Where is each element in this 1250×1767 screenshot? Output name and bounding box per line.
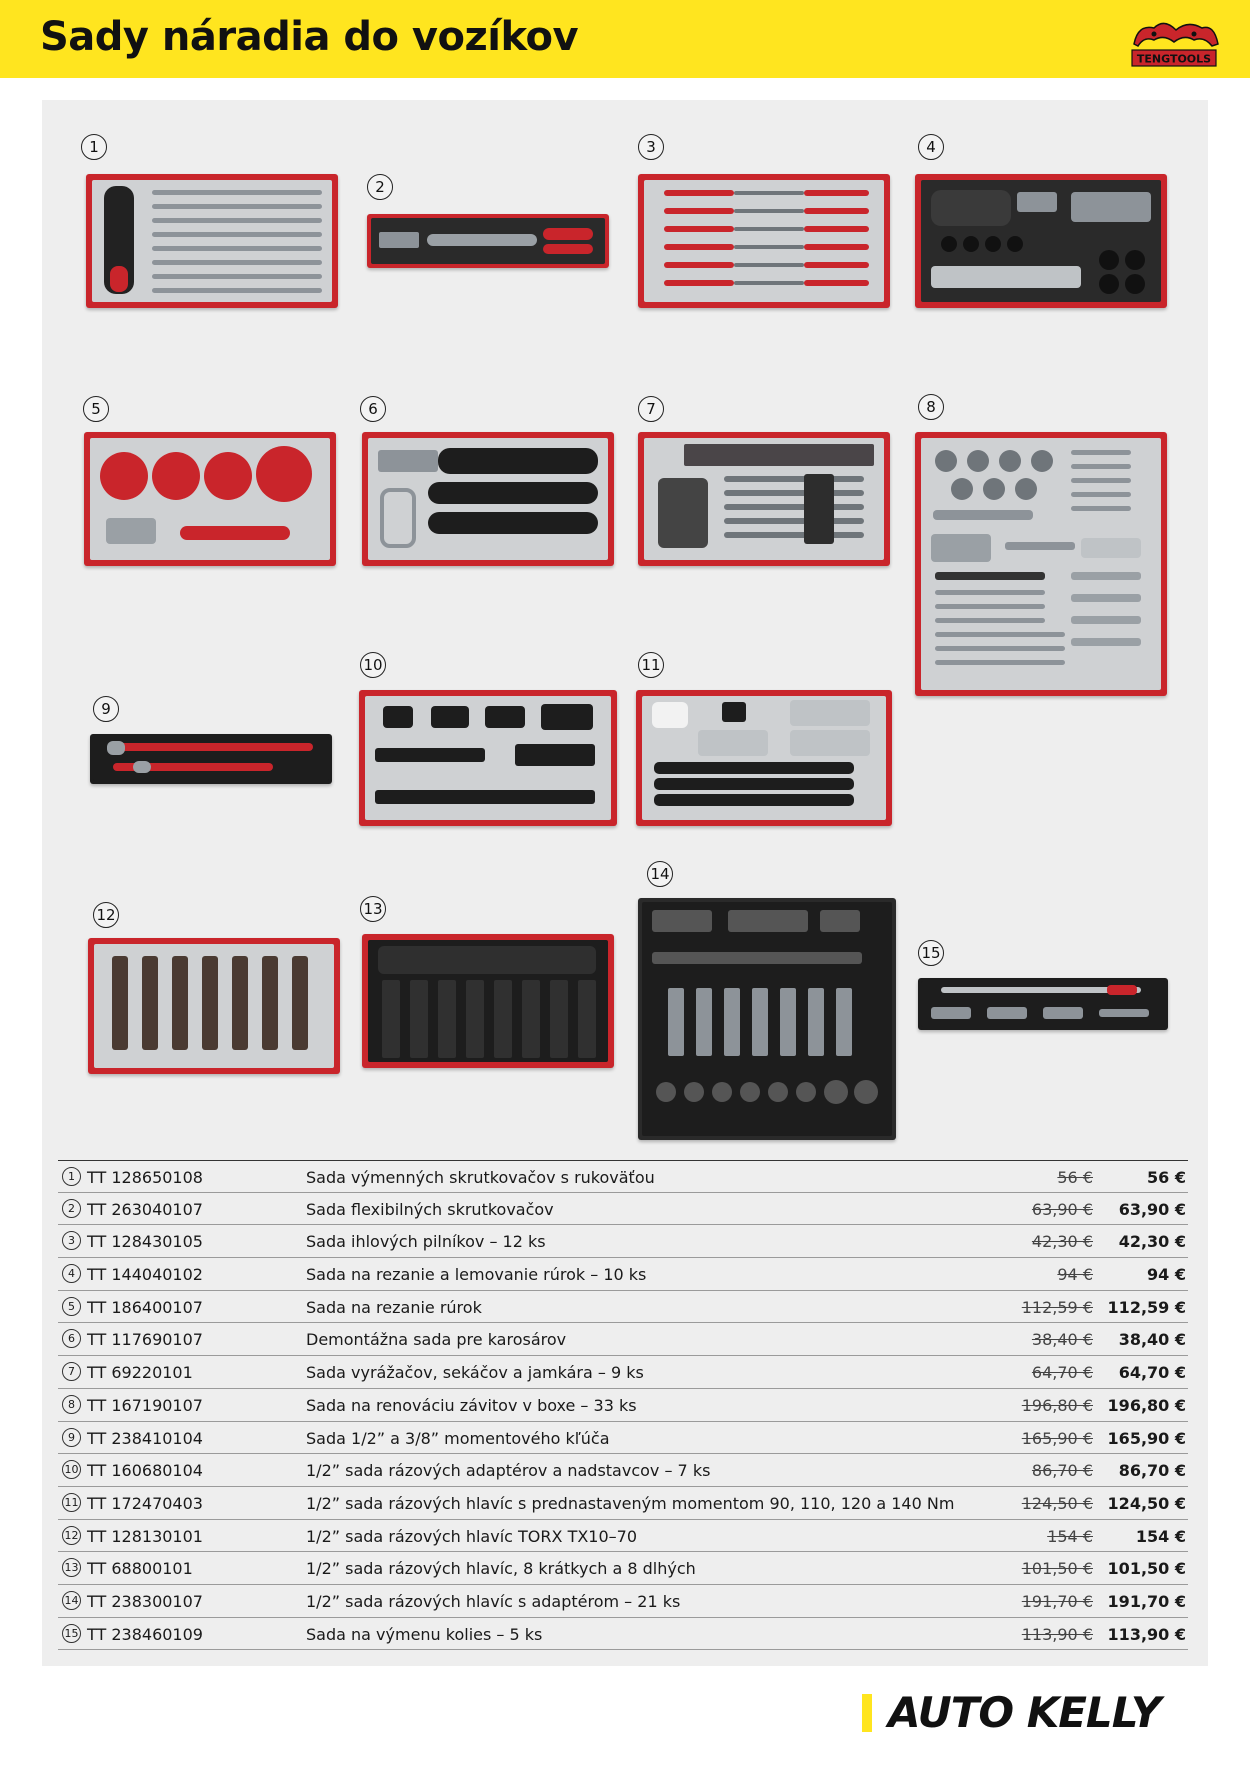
price: 112,59 €	[1107, 1297, 1186, 1317]
product-code: TT 117690107	[87, 1330, 203, 1350]
item-number-badge: 9	[93, 696, 119, 722]
item-number-badge: 14	[647, 861, 673, 887]
table-row	[58, 1520, 1188, 1553]
old-price: 94 €	[1057, 1265, 1093, 1285]
row-number: 1	[62, 1167, 81, 1186]
old-price: 112,59 €	[1021, 1297, 1093, 1317]
row-number: 5	[62, 1297, 81, 1316]
price: 94 €	[1147, 1265, 1186, 1285]
product-description: Sada výmenných skrutkovačov s rukoväťou	[306, 1168, 655, 1187]
price-table	[58, 1160, 1188, 1650]
table-row	[58, 1618, 1188, 1651]
old-price: 124,50 €	[1021, 1493, 1093, 1513]
product-description: Sada flexibilných skrutkovačov	[306, 1199, 554, 1219]
item-number-badge: 6	[360, 396, 386, 422]
product-description: Sada ihlových pilníkov – 12 ks	[306, 1232, 546, 1252]
old-price: 63,90 €	[1031, 1199, 1093, 1219]
price: 38,40 €	[1118, 1330, 1186, 1350]
old-price: 113,90 €	[1021, 1624, 1093, 1644]
page-header	[0, 0, 1250, 78]
product-code: TT 238460109	[87, 1624, 203, 1644]
product-description: Sada vyrážačov, sekáčov a jamkára – 9 ks	[306, 1363, 644, 1383]
row-number: 6	[62, 1329, 81, 1348]
table-row	[58, 1258, 1188, 1291]
product-image-11	[636, 690, 892, 826]
old-price: 86,70 €	[1031, 1461, 1093, 1481]
item-number-badge: 4	[918, 134, 944, 160]
product-code: TT 167190107	[87, 1395, 203, 1415]
product-code: TT 238410104	[87, 1428, 203, 1448]
product-image-10	[359, 690, 617, 826]
price: 86,70 €	[1118, 1461, 1186, 1481]
product-image-4	[915, 174, 1167, 308]
price: 42,30 €	[1118, 1232, 1186, 1252]
logo-text: AUTO KELLY	[888, 1688, 1161, 1737]
row-number: 10	[62, 1460, 81, 1479]
row-number: 3	[62, 1231, 81, 1250]
table-row	[58, 1552, 1188, 1585]
row-number: 12	[62, 1526, 81, 1545]
product-image-9	[90, 734, 332, 784]
product-image-14	[638, 898, 896, 1140]
old-price: 38,40 €	[1031, 1330, 1093, 1350]
old-price: 196,80 €	[1021, 1395, 1093, 1415]
price: 196,80 €	[1107, 1395, 1186, 1415]
table-row	[58, 1225, 1188, 1258]
table-row	[58, 1389, 1188, 1422]
item-number-badge: 13	[360, 896, 386, 922]
logo-stripe	[862, 1694, 872, 1732]
product-code: TT 263040107	[87, 1199, 203, 1219]
product-code: TT 128130101	[87, 1526, 203, 1546]
row-number: 13	[62, 1558, 81, 1577]
svg-text:TENGTOOLS: TENGTOOLS	[1136, 52, 1212, 66]
page-title: Sady náradia do vozíkov	[40, 14, 579, 60]
row-number: 9	[62, 1428, 81, 1447]
row-number: 8	[62, 1395, 81, 1414]
product-image-3	[638, 174, 890, 308]
table-row	[58, 1356, 1188, 1389]
price: 191,70 €	[1107, 1591, 1186, 1611]
product-description: Demontážna sada pre karosárov	[306, 1330, 567, 1350]
row-number: 2	[62, 1199, 81, 1218]
price: 56 €	[1147, 1168, 1186, 1187]
product-description: 1/2” sada rázových hlavíc s prednastaveným momentom 90, 110, 120 a 140 Nm	[306, 1493, 955, 1513]
table-row	[58, 1291, 1188, 1324]
price: 124,50 €	[1107, 1493, 1186, 1513]
row-number: 15	[62, 1624, 81, 1643]
item-number-badge: 7	[638, 396, 664, 422]
product-image-1	[86, 174, 338, 308]
old-price: 56 €	[1057, 1168, 1093, 1187]
product-description: Sada na renováciu závitov v boxe – 33 ks	[306, 1395, 637, 1415]
row-number: 14	[62, 1591, 81, 1610]
old-price: 165,90 €	[1021, 1428, 1093, 1448]
product-description: Sada 1/2” a 3/8” momentového kľúča	[306, 1428, 610, 1448]
item-number-badge: 2	[367, 174, 393, 200]
product-image-2	[367, 214, 609, 268]
tengtools-logo	[1124, 14, 1224, 70]
item-number-badge: 15	[918, 940, 944, 966]
item-number-badge: 5	[83, 396, 109, 422]
product-code: TT 238300107	[87, 1591, 203, 1611]
row-number: 11	[62, 1493, 81, 1512]
product-image-8	[915, 432, 1167, 696]
product-image-7	[638, 432, 890, 566]
table-row	[58, 1585, 1188, 1618]
product-description: 1/2” sada rázových hlavíc TORX TX10–70	[306, 1526, 638, 1546]
item-number-badge: 8	[918, 394, 944, 420]
product-image-15	[918, 978, 1168, 1030]
row-number: 7	[62, 1362, 81, 1381]
old-price: 101,50 €	[1021, 1559, 1093, 1579]
product-image-6	[362, 432, 614, 566]
price: 63,90 €	[1118, 1199, 1186, 1219]
product-description: 1/2” sada rázových adaptérov a nadstavcov – 7 ks	[306, 1461, 711, 1481]
product-code: TT 69220101	[87, 1363, 193, 1383]
price: 64,70 €	[1118, 1363, 1186, 1383]
old-price: 64,70 €	[1031, 1363, 1093, 1383]
table-row	[58, 1193, 1188, 1226]
product-description: 1/2” sada rázových hlavíc s adaptérom – 21 ks	[306, 1591, 681, 1611]
item-number-badge: 1	[81, 134, 107, 160]
product-image-12	[88, 938, 340, 1074]
product-image-13	[362, 934, 614, 1068]
product-code: TT 186400107	[87, 1297, 203, 1317]
product-code: TT 172470403	[87, 1493, 203, 1513]
product-description: 1/2” sada rázových hlavíc, 8 krátkych a 8 dlhých	[306, 1559, 696, 1579]
product-code: TT 144040102	[87, 1265, 203, 1285]
auto-kelly-logo	[862, 1690, 1202, 1738]
product-code: TT 160680104	[87, 1461, 203, 1481]
product-description: Sada na výmenu kolies – 5 ks	[306, 1624, 543, 1644]
old-price: 191,70 €	[1021, 1591, 1093, 1611]
product-code: TT 68800101	[87, 1559, 193, 1579]
price: 154 €	[1135, 1526, 1186, 1546]
price: 101,50 €	[1107, 1559, 1186, 1579]
table-row	[58, 1160, 1188, 1193]
product-code: TT 128430105	[87, 1232, 203, 1252]
row-number: 4	[62, 1264, 81, 1283]
table-row	[58, 1422, 1188, 1455]
item-number-badge: 11	[638, 652, 664, 678]
product-description: Sada na rezanie a lemovanie rúrok – 10 ks	[306, 1265, 647, 1285]
table-row	[58, 1454, 1188, 1487]
product-image-5	[84, 432, 336, 566]
item-number-badge: 3	[638, 134, 664, 160]
item-number-badge: 12	[93, 902, 119, 928]
price: 165,90 €	[1107, 1428, 1186, 1448]
table-row	[58, 1487, 1188, 1520]
old-price: 42,30 €	[1031, 1232, 1093, 1252]
item-number-badge: 10	[360, 652, 386, 678]
old-price: 154 €	[1047, 1526, 1093, 1546]
table-row	[58, 1323, 1188, 1356]
price: 113,90 €	[1107, 1624, 1186, 1644]
product-description: Sada na rezanie rúrok	[306, 1297, 482, 1317]
product-code: TT 128650108	[87, 1168, 203, 1187]
